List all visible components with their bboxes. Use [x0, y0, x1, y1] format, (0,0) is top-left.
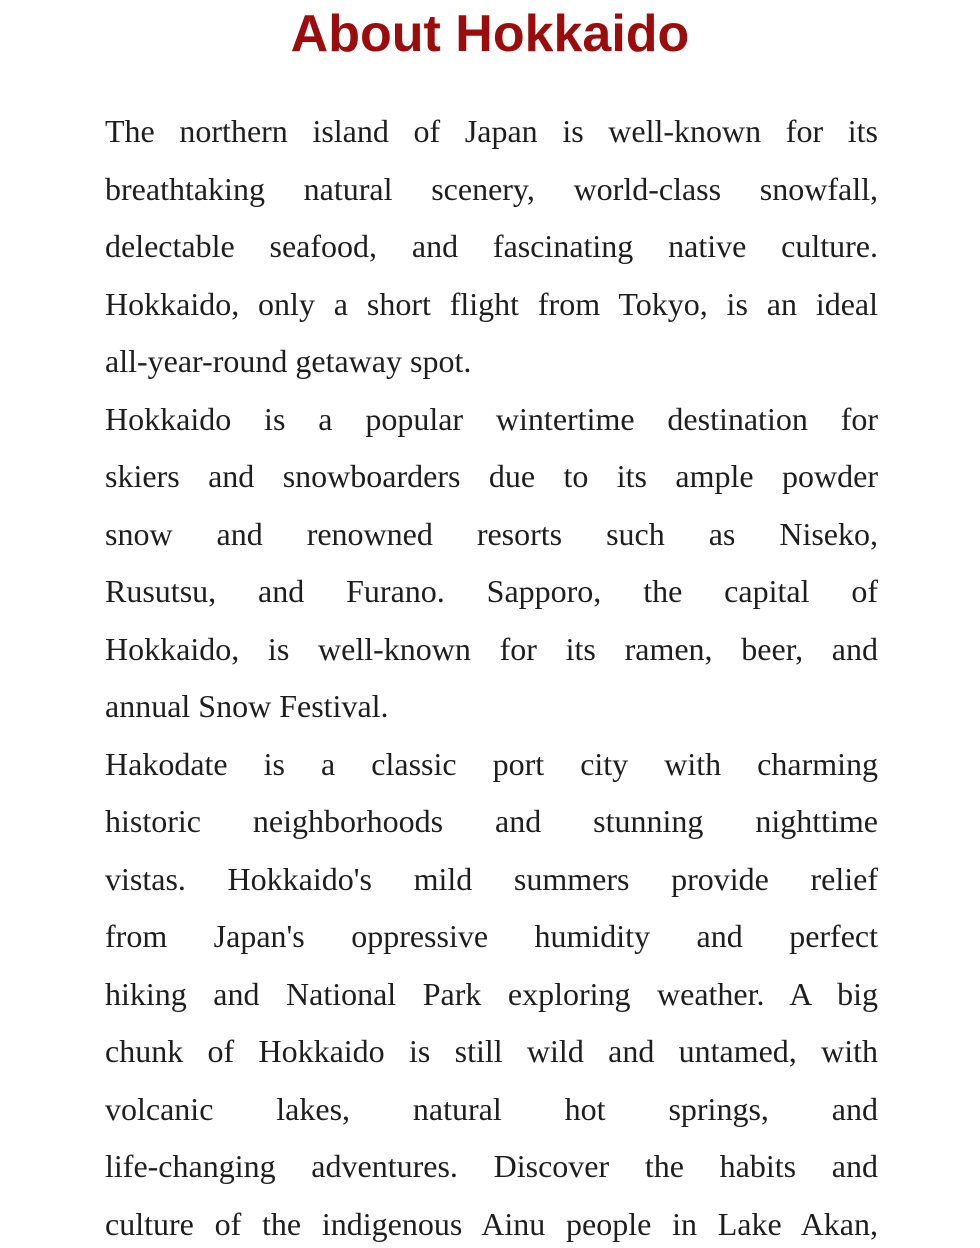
- paragraph-winter: [105, 391, 878, 736]
- text-line: vistas. Hokkaido's mild summers provide relief: [105, 860, 878, 897]
- text-line: Hokkaido, is well-known for its ramen, beer, and: [105, 630, 878, 667]
- text-line: life-changing adventures. Discover the habits and: [105, 1148, 878, 1184]
- text-line: breathtaking natural scenery, world-class snowfall,: [105, 170, 878, 207]
- text-line: Hokkaido is a popular wintertime destination for: [105, 400, 878, 437]
- text-line: delectable seafood, and fascinating native culture.: [105, 228, 878, 264]
- text-line: all-year-round getaway spot.: [105, 343, 472, 379]
- text-line: culture of the indigenous Ainu people in Lake Akan,: [105, 1205, 878, 1242]
- paragraph-intro: [105, 103, 878, 391]
- text-line: historic neighborhoods and stunning nighttime: [105, 803, 878, 839]
- text-line: annual Snow Festival.: [105, 688, 389, 724]
- text-line: hiking and National Park exploring weather. A big: [105, 975, 878, 1012]
- paragraph-hakodate: [105, 736, 878, 1248]
- text-line: chunk of Hokkaido is still wild and untamed, with: [105, 1033, 878, 1069]
- text-line: from Japan's oppressive humidity and perfect: [105, 918, 878, 954]
- text-line: Rusutsu, and Furano. Sapporo, the capital of: [105, 573, 878, 609]
- text-line: skiers and snowboarders due to its ample powder: [105, 458, 878, 494]
- text-line: snow and renowned resorts such as Niseko,: [105, 515, 878, 552]
- text-line: Hokkaido, only a short flight from Tokyo, is an ideal: [105, 285, 878, 322]
- text-line: volcanic lakes, natural hot springs, and: [105, 1090, 878, 1127]
- text-line: Hakodate is a classic port city with charming: [105, 745, 878, 782]
- text-line: The northern island of Japan is well-known for its: [105, 113, 878, 149]
- page-title: About Hokkaido: [290, 5, 690, 63]
- article-body: [105, 103, 878, 1248]
